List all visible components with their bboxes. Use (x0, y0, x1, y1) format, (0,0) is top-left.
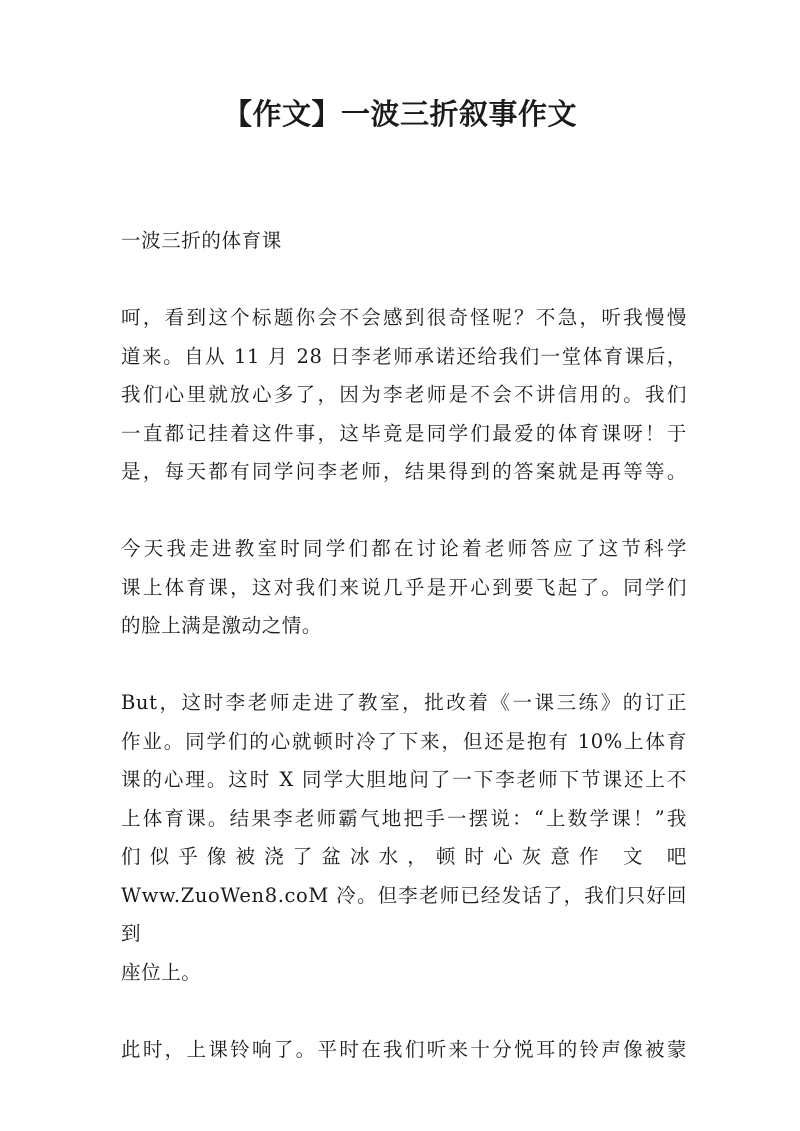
paragraph-line: 课上体育课，这对我们来说几乎是开心到要飞起了。同学们 (121, 575, 687, 599)
paragraph-line: 我们心里就放心多了，因为李老师是不会不讲信用的。我们 (121, 383, 687, 406)
paragraph-line: Www.ZuoWen8.coM 冷。但李老师已经发话了，我们只好回到 (121, 883, 687, 945)
paragraph-line: 一直都记挂着这件事，这毕竟是同学们最爱的体育课呀！于 (121, 421, 687, 445)
paragraph-line: 座位上。 (121, 960, 202, 984)
paragraph-line: 今天我走进教室时同学们都在讨论着老师答应了这节科学 (121, 537, 687, 560)
paragraph-1 (121, 299, 687, 492)
paragraph-line: 的脸上满是激动之情。 (121, 614, 323, 637)
paragraph-line: 此时，上课铃响了。平时在我们听来十分悦耳的铃声像被蒙 (121, 1037, 687, 1061)
paragraph-line: 作业。同学们的心就顿时冷了下来，但还是抱有 10%上体育 (121, 729, 687, 753)
paragraph-line: 是，每天都有同学问李老师，结果得到的答案就是再等等。 (121, 460, 687, 483)
document-title: 【作文】一波三折叙事作文 (222, 97, 577, 131)
paragraph-line: 上体育课。结果李老师霸气地把手一摆说：“上数学课！”我 (121, 806, 687, 830)
paragraph-line: 课的心理。这时 X 同学大胆地问了一下李老师下节课还上不 (121, 768, 687, 791)
paragraph-3 (121, 684, 687, 992)
essay-subtitle: 一波三折的体育课 (121, 229, 282, 252)
paragraph-line: 们似乎像被浇了盆冰水，顿时心灰意作 文 吧 (121, 845, 687, 868)
paragraph-line: 呵，看到这个标题你会不会感到很奇怪呢？不急，听我慢慢 (121, 306, 687, 329)
document-body (121, 222, 687, 1108)
paragraph-line: But，这时李老师走进了教室，批改着《一课三练》的订正 (121, 691, 687, 714)
paragraph-2 (121, 530, 687, 646)
paragraph-line: 道来。自从 11 月 28 日李老师承诺还给我们一堂体育课后， (121, 344, 687, 368)
paragraph-4 (121, 1031, 687, 1070)
